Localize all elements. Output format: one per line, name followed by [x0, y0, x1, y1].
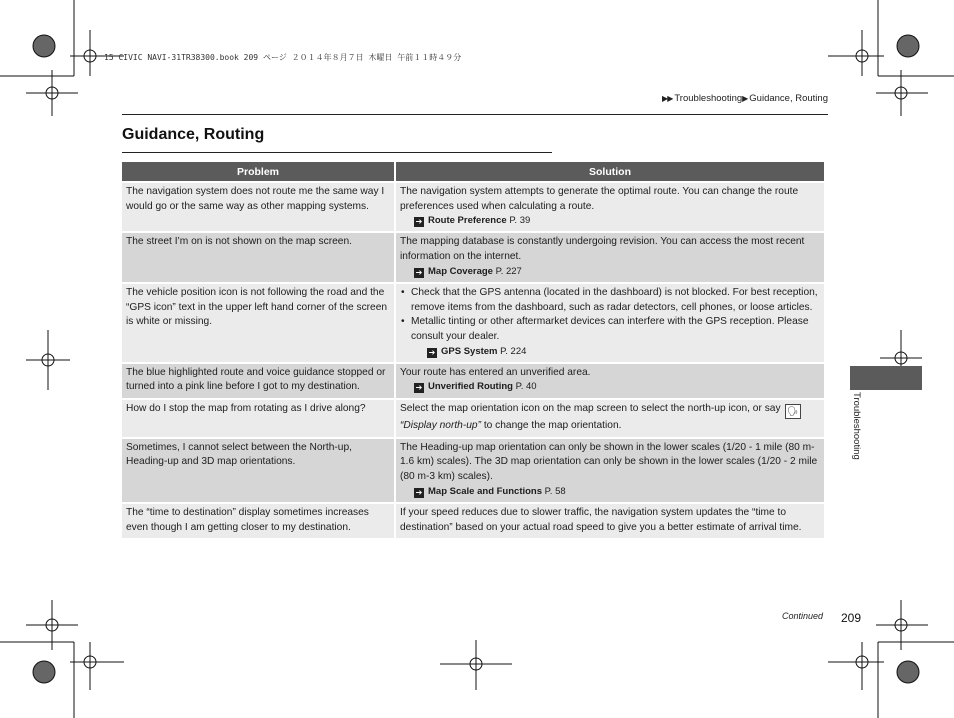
reference-arrow-icon: ➔ [428, 347, 436, 357]
page-reference-link[interactable] [400, 265, 820, 279]
solution-bullet [400, 315, 820, 358]
solution-text-post: to change the map orientation. [483, 420, 622, 432]
solution-cell [396, 284, 824, 362]
problem-cell: The blue highlighted route and voice guidance stopped or turned into a pink line before I got to my destination. [122, 364, 394, 398]
breadcrumb-separator-icon: ▶ [742, 94, 748, 103]
breadcrumb-current: Guidance, Routing [749, 93, 828, 104]
table-row [122, 400, 824, 437]
solution-text-pre: Select the map orientation icon on the map screen to select the north-up icon, or say [400, 403, 781, 415]
reference-arrow-icon: ➔ [415, 217, 423, 227]
solution-cell [396, 183, 824, 231]
breadcrumb [662, 93, 828, 104]
solution-cell [396, 364, 824, 398]
reference-title: Unverified Routing [428, 381, 513, 393]
table-row [122, 364, 824, 398]
problem-cell: Sometimes, I cannot select between the North-up, Heading-up and 3D map orientations. [122, 439, 394, 502]
problem-cell: How do I stop the map from rotating as I drive along? [122, 400, 394, 437]
reference-page: P. 40 [515, 381, 537, 393]
reference-page: P. 224 [500, 345, 527, 357]
page-title: Guidance, Routing [122, 126, 265, 143]
solution-text: The Heading-up map orientation can only be shown in the lower scales (1/20 - 1 mile (80 m-1.6 km) scales). The 3D map orientation can only be shown in the lower scales (1/20 - 2 mile (80 m-3 km) scales). [400, 441, 818, 483]
voice-command-icon: 🗣 [785, 404, 801, 419]
solution-cell [396, 400, 824, 437]
solution-text: Your route has entered an unverified area. [400, 366, 591, 378]
solution-bullet: • Check that the GPS antenna (located in the dashboard) is not blocked. For best reception, remove items from the dashboard, such as radar detectors, cell phones, or loose articles. [400, 286, 820, 315]
print-header: 15 CIVIC NAVI-31TR38300.book 209 ページ ２０１４年８月７日 木曜日 午前１１時４９分 [104, 53, 462, 62]
solution-cell: If your speed reduces due to slower traffic, the navigation system updates the “time to destination” based on your actual road speed to give you a better estimate of arrival time. [396, 504, 824, 538]
page-reference-link[interactable] [400, 485, 820, 499]
solution-bullet-list [400, 286, 820, 359]
page-reference-link[interactable] [411, 345, 820, 359]
continued-label: Continued [782, 611, 824, 621]
page-number: 209 [841, 611, 862, 625]
section-tab [850, 366, 922, 390]
troubleshooting-table [120, 160, 826, 540]
reference-title: Map Coverage [428, 265, 493, 277]
reference-title: GPS System [441, 345, 498, 357]
problem-cell: The vehicle position icon is not following the road and the “GPS icon” text in the upper left hand corner of the screen is white or missing. [122, 284, 394, 362]
page-reference-link[interactable] [400, 380, 820, 394]
column-header-problem: Problem [122, 162, 394, 181]
voice-command-text: “Display north-up” [400, 420, 481, 432]
column-header-solution: Solution [396, 162, 824, 181]
reference-arrow-icon: ➔ [415, 487, 423, 497]
header-divider [122, 114, 828, 115]
table-row [122, 233, 824, 281]
table-row [122, 504, 824, 538]
problem-cell: The “time to destination” display sometimes increases even though I am getting closer to my destination. [122, 504, 394, 538]
solution-cell [396, 439, 824, 502]
section-tab-label: Troubleshooting [851, 392, 862, 460]
problem-cell: The navigation system does not route me the same way I would go or the same way as other mapping systems. [122, 183, 394, 231]
breadcrumb-section: Troubleshooting [674, 93, 743, 104]
solution-text: The navigation system attempts to generate the optimal route. You can change the route preferences used when calculating a route. [400, 186, 799, 212]
reference-page: P. 227 [495, 265, 522, 277]
problem-cell: The street I’m on is not shown on the map screen. [122, 233, 394, 281]
table-row [122, 284, 824, 362]
reference-arrow-icon: ➔ [415, 267, 423, 277]
reference-page: P. 58 [544, 485, 566, 497]
reference-title: Route Preference [428, 215, 507, 227]
reference-page: P. 39 [509, 215, 531, 227]
table-row [122, 183, 824, 231]
breadcrumb-arrows-icon: ▶▶ [662, 94, 673, 103]
solution-bullet-text: Metallic tinting or other aftermarket devices can interfere with the GPS reception. Please consult your dealer. [411, 316, 809, 342]
reference-title: Map Scale and Functions [428, 485, 543, 497]
table-row [122, 439, 824, 502]
solution-cell [396, 233, 824, 281]
reference-arrow-icon: ➔ [415, 383, 423, 393]
solution-text: The mapping database is constantly undergoing revision. You can access the most recent information on the internet. [400, 236, 805, 263]
table-header-row [122, 162, 824, 181]
title-divider [122, 152, 552, 153]
page-reference-link[interactable] [400, 214, 820, 228]
